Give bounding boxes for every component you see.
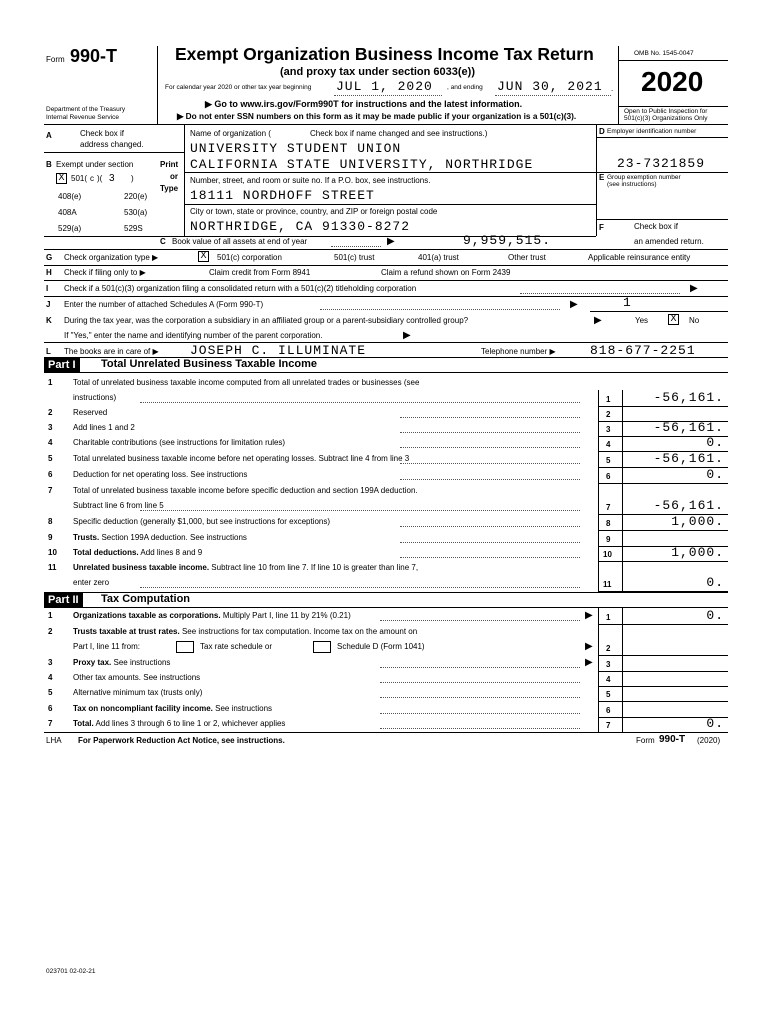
option-530a[interactable]: 530(a) xyxy=(124,208,148,217)
line-box-number: 5 xyxy=(606,690,611,699)
option-220e[interactable]: 220(e) xyxy=(124,192,148,201)
address-changed-label-2[interactable]: address changed. xyxy=(80,140,144,149)
line-number: 2 xyxy=(48,627,53,636)
line-description xyxy=(73,454,409,463)
subsidiary-no: No xyxy=(689,316,700,325)
line-box-number: 10 xyxy=(603,550,612,559)
line-description xyxy=(73,423,135,432)
schedules-a-count[interactable]: 1 xyxy=(623,295,632,310)
line-description xyxy=(73,470,247,479)
line-number: 4 xyxy=(48,673,53,682)
line-box-number: 3 xyxy=(606,660,611,669)
line-box-number: 7 xyxy=(606,503,611,512)
section-letter[interactable]: c xyxy=(90,174,94,183)
option-529s[interactable]: 529S xyxy=(124,224,143,233)
line-number: 3 xyxy=(48,423,53,432)
open-inspection-1: Open to Public Inspection for xyxy=(624,108,708,115)
calendar-year-text: For calendar year 2020 or other tax year beginning xyxy=(165,84,312,91)
line-number: 6 xyxy=(48,470,53,479)
option-401a-trust[interactable]: 401(a) trust xyxy=(418,253,459,262)
telephone-label: Telephone number ▶ xyxy=(481,347,556,356)
schedule-d-checkbox[interactable] xyxy=(313,641,331,653)
line-bold-lead: Trusts. xyxy=(73,533,100,542)
line-description xyxy=(73,563,418,572)
claim-credit-8941[interactable]: Claim credit from Form 8941 xyxy=(209,268,311,277)
form-subtitle: (and proxy tax under section 6033(e)) xyxy=(280,66,475,78)
line-number: 10 xyxy=(48,548,57,557)
line-number: 2 xyxy=(48,408,53,417)
part-1-label: Part I xyxy=(44,358,80,372)
line-text-continued: enter zero xyxy=(73,578,110,587)
line-text: Reserved xyxy=(73,408,108,417)
line-description xyxy=(73,627,417,636)
line-number: 3 xyxy=(48,658,53,667)
line-text-continued: Part I, line 11 from: xyxy=(73,642,140,651)
books-care-label: The books are in care of ▶ xyxy=(64,347,159,356)
line-box-number: 5 xyxy=(606,456,611,465)
telephone-number[interactable]: 818-677-2251 xyxy=(590,343,696,358)
line-text-continued: instructions) xyxy=(73,393,117,402)
line-text: See instructions xyxy=(113,658,171,667)
tax-year-begin[interactable]: JUL 1, 2020 xyxy=(336,79,433,94)
line-text: Subtract line 10 from line 7. If line 10 is greater than line 7, xyxy=(211,563,419,572)
line-amount[interactable]: 0. xyxy=(706,608,724,623)
line-number: 1 xyxy=(48,611,53,620)
address-changed-label-1: Check box if xyxy=(80,129,125,138)
omb-number: OMB No. 1545-0047 xyxy=(634,50,694,57)
line-text: Total of unrelated business taxable income before specific deduction and section 199A deduction. xyxy=(73,486,418,495)
line-text: Multiply Part I, line 11 by 21% (0.21) xyxy=(222,611,351,620)
tax-rate-schedule-checkbox[interactable] xyxy=(176,641,194,653)
line-description xyxy=(73,673,200,682)
line-bold-lead: Organizations taxable as corporations. xyxy=(73,611,221,620)
exempt-under-section: Exempt under section xyxy=(56,160,134,169)
line-amount[interactable]: -56,161. xyxy=(653,498,724,513)
line-text: Alternative minimum tax (trusts only) xyxy=(73,688,203,697)
line-text: Add lines 1 and 2 xyxy=(73,423,135,432)
line-text: Deduction for net operating loss. See instructions xyxy=(73,470,248,479)
goto-irs-text: ▶ Go to www.irs.gov/Form990T for instructions and the latest information. xyxy=(205,99,523,109)
line-description xyxy=(73,704,272,713)
line-amount[interactable]: 1,000. xyxy=(671,545,724,560)
line-box-number: 1 xyxy=(606,613,611,622)
ssn-warning: ▶ Do not enter SSN numbers on this form as it may be made public if your organization is a 501(c)(3). xyxy=(177,111,577,121)
line-description xyxy=(73,408,107,417)
parent-corporation-label: If "Yes," enter the name and identifying number of the parent corporation. xyxy=(64,331,323,340)
line-description xyxy=(73,658,170,667)
consolidated-return-label: Check if a 501(c)(3) organization filing a consolidated return with a 501(c)(2) titleholding corporation xyxy=(64,284,417,293)
option-408e[interactable]: 408(e) xyxy=(58,192,82,201)
subsidiary-yes[interactable]: Yes xyxy=(635,316,649,325)
line-number: 7 xyxy=(48,719,53,728)
ein-label: Employer identification number xyxy=(607,128,697,135)
line-description xyxy=(73,533,247,542)
checkbox-501[interactable]: X xyxy=(56,173,67,184)
line-amount[interactable]: 0. xyxy=(706,467,724,482)
line-box-number: 2 xyxy=(606,410,611,419)
filing-only-label: Check if filing only to ▶ xyxy=(64,268,146,277)
line-bold-lead: Unrelated business taxable income. xyxy=(73,563,210,572)
book-value-label: Book value of all assets at end of year xyxy=(172,237,308,246)
part-2-label: Part II xyxy=(44,593,83,607)
line-text: Other tax amounts. See instructions xyxy=(73,673,201,682)
line-box-number: 11 xyxy=(603,580,612,589)
line-bold-lead: Total. xyxy=(73,719,94,728)
line-amount[interactable]: -56,161. xyxy=(653,420,724,435)
ein-value[interactable]: 23-7321859 xyxy=(617,156,706,171)
line-description xyxy=(73,378,419,387)
city-label: City or town, state or province, country, and ZIP or foreign postal code xyxy=(190,207,438,216)
line-number: 8 xyxy=(48,517,53,526)
org-name-line-1[interactable]: UNIVERSITY STUDENT UNION xyxy=(190,141,402,156)
footer-form-number: 990-T xyxy=(659,734,686,745)
line-text: Charitable contributions (see instructions for limitation rules) xyxy=(73,438,286,447)
form-code: 023701 02-02-21 xyxy=(46,968,96,975)
line-number: 9 xyxy=(48,533,53,542)
line-text: Total of unrelated business taxable income computed from all unrelated trades or businesses (see xyxy=(73,378,420,387)
line-amount[interactable]: 0. xyxy=(706,575,724,590)
tax-year: 2020 xyxy=(641,66,704,97)
line-bold-lead: Total deductions. xyxy=(73,548,139,557)
part-1-title: Total Unrelated Business Taxable Income xyxy=(101,358,317,370)
line-description xyxy=(73,611,351,620)
line-amount[interactable]: 0. xyxy=(706,435,724,450)
street-address[interactable]: 18111 NORDHOFF STREET xyxy=(190,188,375,203)
lha-label: LHA xyxy=(46,736,62,745)
line-box-number: 4 xyxy=(606,440,611,449)
org-name-line-2[interactable]: CALIFORNIA STATE UNIVERSITY, NORTHRIDGE xyxy=(190,157,534,172)
irs-label: Internal Revenue Service xyxy=(46,114,119,121)
org-type-label: Check organization type ▶ xyxy=(64,253,159,262)
checkbox-501c-corporation[interactable]: X xyxy=(198,251,209,262)
line-text-continued: Subtract line 6 from line 5 xyxy=(73,501,164,510)
city-state-zip[interactable]: NORTHRIDGE, CA 91330-8272 xyxy=(190,219,411,234)
line-text: Add lines 3 through 6 to line 1 or 2, whichever applies xyxy=(95,719,286,728)
line-text: Add lines 8 and 9 xyxy=(140,548,203,557)
line-bold-lead: Tax on noncompliant facility income. xyxy=(73,704,213,713)
schedules-a-label: Enter the number of attached Schedules A (Form 990-T) xyxy=(64,300,264,309)
tax-rate-schedule-label: Tax rate schedule or xyxy=(200,642,273,651)
dept-treasury: Department of the Treasury xyxy=(46,106,126,113)
line-text: See instructions xyxy=(215,704,273,713)
books-care-name[interactable]: JOSEPH C. ILLUMINATE xyxy=(190,343,367,358)
arrow-right-icon: ▶ xyxy=(585,657,593,668)
line-description xyxy=(73,719,285,728)
arrow-right-icon: ▶ xyxy=(570,299,578,310)
line-amount[interactable]: -56,161. xyxy=(653,451,724,466)
line-number: 5 xyxy=(48,688,53,697)
group-exemption-label: Group exemption number xyxy=(607,174,681,181)
line-description xyxy=(73,688,202,697)
form-title: Exempt Organization Business Income Tax Return xyxy=(175,44,594,64)
line-box-number: 6 xyxy=(606,706,611,715)
line-amount[interactable]: 0. xyxy=(706,716,724,731)
form-word: Form xyxy=(46,55,65,64)
line-description xyxy=(73,438,285,447)
amended-return-label-2[interactable]: an amended return. xyxy=(634,237,704,246)
line-number: 1 xyxy=(48,378,53,387)
schedule-d-label: Schedule D (Form 1041) xyxy=(337,642,425,651)
arrow-right-icon: ▶ xyxy=(690,283,698,294)
option-408a[interactable]: 408A xyxy=(58,208,77,217)
arrow-right-icon: ▶ xyxy=(585,641,593,652)
line-amount[interactable]: 1,000. xyxy=(671,514,724,529)
claim-refund-2439[interactable]: Claim a refund shown on Form 2439 xyxy=(381,268,511,277)
line-description xyxy=(73,548,202,557)
paperwork-notice: For Paperwork Reduction Act Notice, see instructions. xyxy=(78,736,285,745)
tax-year-end[interactable]: JUN 30, 2021 xyxy=(497,79,603,94)
name-changed-check[interactable]: Check box if name changed and see instructions.) xyxy=(310,129,488,138)
line-box-number: 2 xyxy=(606,644,611,653)
line-number: 11 xyxy=(48,563,57,572)
arrow-right-icon: ▶ xyxy=(594,315,602,326)
line-number: 6 xyxy=(48,704,53,713)
arrow-right-icon: ▶ xyxy=(403,330,411,341)
checkbox-subsidiary-no[interactable]: X xyxy=(668,314,679,325)
amended-return-label-1: Check box if xyxy=(634,222,679,231)
option-501c-trust[interactable]: 501(c) trust xyxy=(334,253,375,262)
and-ending-text: , and ending xyxy=(447,84,483,91)
line-bold-lead: Proxy tax. xyxy=(73,658,112,667)
line-number: 7 xyxy=(48,486,53,495)
section-number[interactable]: 3 xyxy=(109,173,115,184)
line-box-number: 4 xyxy=(606,675,611,684)
option-reinsurance-entity[interactable]: Applicable reinsurance entity xyxy=(588,253,691,262)
part-2-title: Tax Computation xyxy=(101,593,191,605)
line-number: 5 xyxy=(48,454,53,463)
line-box-number: 8 xyxy=(606,519,611,528)
subsidiary-question: During the tax year, was the corporation a subsidiary in an affiliated group or a parent-subsidiary controlled group? xyxy=(64,316,469,325)
line-box-number: 9 xyxy=(606,535,611,544)
line-box-number: 7 xyxy=(606,721,611,730)
street-label: Number, street, and room or suite no. If a P.O. box, see instructions. xyxy=(190,176,431,185)
book-value-amount[interactable]: 9,959,515. xyxy=(463,233,552,248)
option-501c-corporation: 501(c) corporation xyxy=(217,253,282,262)
line-text: Total unrelated business taxable income before net operating losses. Subtract line 4 from line 3 xyxy=(73,454,410,463)
org-name-label: Name of organization ( xyxy=(190,129,271,138)
option-other-trust[interactable]: Other trust xyxy=(508,253,546,262)
line-amount[interactable]: -56,161. xyxy=(653,390,724,405)
form-number: 990-T xyxy=(70,46,118,66)
open-inspection-2: 501(c)(3) Organizations Only xyxy=(624,115,708,122)
arrow-right-icon: ▶ xyxy=(387,236,395,247)
line-number: 4 xyxy=(48,438,53,447)
line-text: Specific deduction (generally $1,000, but see instructions for exceptions) xyxy=(73,517,331,526)
line-box-number: 3 xyxy=(606,425,611,434)
option-529a[interactable]: 529(a) xyxy=(58,224,82,233)
line-description xyxy=(73,486,418,495)
line-box-number: 6 xyxy=(606,472,611,481)
line-bold-lead: Trusts taxable at trust rates. xyxy=(73,627,180,636)
line-text: Section 199A deduction. See instructions xyxy=(101,533,247,542)
line-box-number: 1 xyxy=(606,395,611,404)
arrow-right-icon: ▶ xyxy=(585,610,593,621)
line-text: See instructions for tax computation. Income tax on the amount on xyxy=(181,627,418,636)
line-description xyxy=(73,517,330,526)
